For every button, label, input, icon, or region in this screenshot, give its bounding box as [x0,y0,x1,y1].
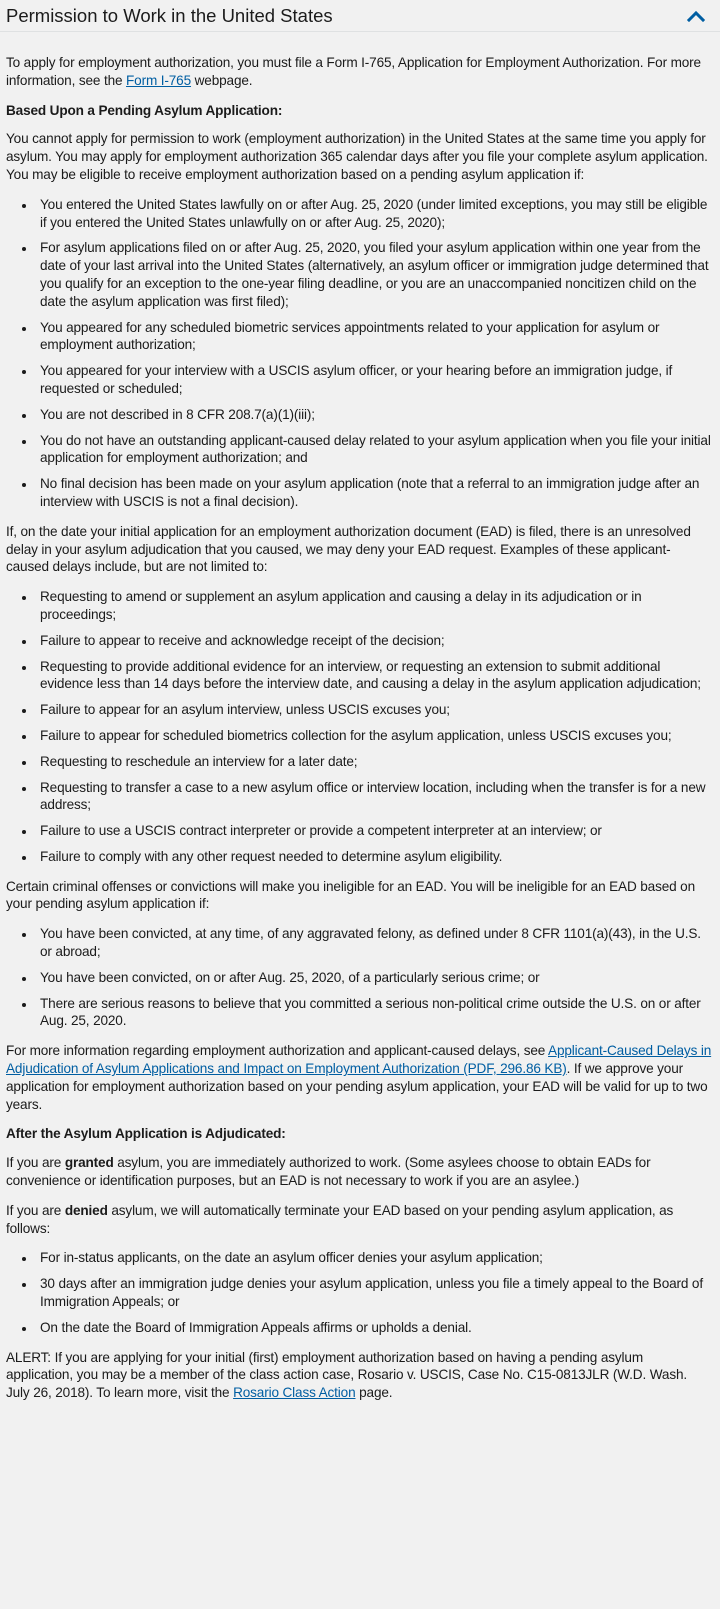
granted-text: If you are [6,1155,65,1171]
list-item: • For in-status applicants, on the date an asylum officer denies your asylum application; [36,1249,712,1267]
list-item: • Failure to appear to receive and acknowledge receipt of the decision; [36,632,712,650]
alert-paragraph [6,1349,712,1402]
adjudicated-heading: After the Asylum Application is Adjudicated: [6,1126,286,1142]
list-item: • 30 days after an immigration judge denies your asylum application, unless you file a timely appeal to the Board of Immigration Appeals; or [36,1275,712,1311]
list-item: • Failure to comply with any other request needed to determine asylum eligibility. [36,848,712,866]
delay-list [6,588,712,866]
intro-text: To apply for employment authorization, you must file a Form I-765, Application for Employment Authorization. For more information, see the [6,55,701,88]
list-item: • You do not have an outstanding applicant-caused delay related to your asylum application when you file your initial application for employment authorization; and [36,432,712,468]
list-item: • Requesting to transfer a case to a new asylum office or interview location, including when the transfer is for a new address; [36,779,712,815]
list-item: • Failure to appear for scheduled biometrics collection for the asylum application, unless USCIS excuses you; [36,727,712,745]
list-item: • You appeared for any scheduled biometric services appointments related to your application for asylum or employment authorization; [36,319,712,355]
list-item: • You are not described in 8 CFR 208.7(a)(1)(iii); [36,406,712,424]
list-item: • For asylum applications filed on or after Aug. 25, 2020, you filed your asylum application within one year from the date of your last arrival into the United States (alternatively, an asylum officer or immigration judge determined that you qualify for an exception to the one-year filing deadline, or you are an unaccompanied noncitizen child on the date the asylum application was first filed); [36,239,712,310]
chevron-up-icon[interactable] [686,9,706,23]
accordion-content [0,32,720,1402]
denied-text: If you are [6,1202,65,1218]
alert-text: ALERT: If you are applying for your initial (first) employment authorization based on having a pending asylum application, you may be a member of the class action case, Rosario v. USCIS, Case No. C15-0813JLR (W.D. Wash. July 26, 2018). To learn more, visit the [6,1349,687,1401]
granted-bold: granted [64,1155,114,1171]
alert-text-end: page. [355,1385,393,1401]
criminal-paragraph: Certain criminal offenses or convictions will make you ineligible for an EAD. You will be ineligible for an EAD based on your pending asylum application if: [6,878,695,912]
granted-text-end: asylum, you are immediately authorized to work. (Some asylees choose to obtain EADs for convenience or identification purposes, but an EAD is not necessary to work if you are an asylee.) [6,1155,651,1189]
denied-text-end: asylum, we will automatically terminate your EAD based on your pending asylum application, as follows: [6,1202,674,1236]
accordion-title: Permission to Work in the United States [6,4,333,26]
form-i765-link[interactable]: Form I-765 [126,72,192,88]
list-item: • Requesting to reschedule an interview for a later date; [36,753,712,771]
denied-bold: denied [64,1202,108,1218]
denied-paragraph [6,1202,712,1238]
more-info-paragraph [6,1042,712,1113]
list-item: • You have been convicted, on or after Aug. 25, 2020, of a particularly serious crime; or [36,969,712,987]
rosario-class-action-link[interactable]: Rosario Class Action [233,1385,356,1401]
pending-heading: Based Upon a Pending Asylum Application: [6,102,283,118]
ineligibility-list [6,925,712,1030]
more-info-text-end: . If we approve your application for employment authorization based on your pending asylum application, your EAD will be valid for up to two years. [6,1061,708,1112]
list-item: • Requesting to provide additional evidence for an interview, or requesting an extension to submit additional evidence less than 14 days before the interview date, and causing a delay in the asylum application adjudication; [36,658,712,694]
list-item: • You appeared for your interview with a USCIS asylum officer, or your hearing before an immigration judge, if requested or scheduled; [36,362,712,398]
list-item: • There are serious reasons to believe that you committed a serious non-political crime outside the U.S. on or after Aug. 25, 2020. [36,995,712,1031]
list-item: • No final decision has been made on your asylum application (note that a referral to an immigration judge after an interview with USCIS is not a final decision). [36,475,712,511]
intro-text-end: webpage. [191,72,253,88]
list-item: • Failure to use a USCIS contract interpreter or provide a competent interpreter at an interview; or [36,822,712,840]
eligibility-list [6,196,712,511]
list-item: • You entered the United States lawfully on or after Aug. 25, 2020 (under limited exceptions, you may still be eligible if you entered the United States unlawfully on or after Aug. 25, 2020); [36,196,712,232]
pending-paragraph: You cannot apply for permission to work (employment authorization) in the United States at the same time you apply for asylum. You may apply for employment authorization 365 calendar days after you file your complete asylum application. You may be eligible to receive employment authorization based on a pending asylum application if: [6,131,708,182]
list-item: • Requesting to amend or supplement an asylum application and causing a delay in its adjudication or in proceedings; [36,588,712,624]
granted-paragraph [6,1154,712,1190]
list-item: • You have been convicted, at any time, of any aggravated felony, as defined under 8 CFR 1101(a)(43), in the U.S. or abroad; [36,925,712,961]
accordion-header[interactable] [0,0,720,32]
list-item: • On the date the Board of Immigration Appeals affirms or upholds a denial. [36,1319,712,1337]
termination-list [6,1249,712,1336]
delay-paragraph: If, on the date your initial application for an employment authorization document (EAD) is filed, there is an unresolved delay in your asylum adjudication that you caused, we may deny your EAD request. Examples of these applicant-caused delays include, but are not limited to: [6,523,691,575]
applicant-caused-delays-pdf-link[interactable]: Applicant-Caused Delays in Adjudication of Asylum Applications and Impact on Employment Authorization (PDF, 296.86 KB) [6,1043,712,1077]
more-info-text: For more information regarding employment authorization and applicant-caused delays, see [6,1043,549,1059]
list-item: • Failure to appear for an asylum interview, unless USCIS excuses you; [36,701,712,719]
intro-paragraph [6,54,712,90]
